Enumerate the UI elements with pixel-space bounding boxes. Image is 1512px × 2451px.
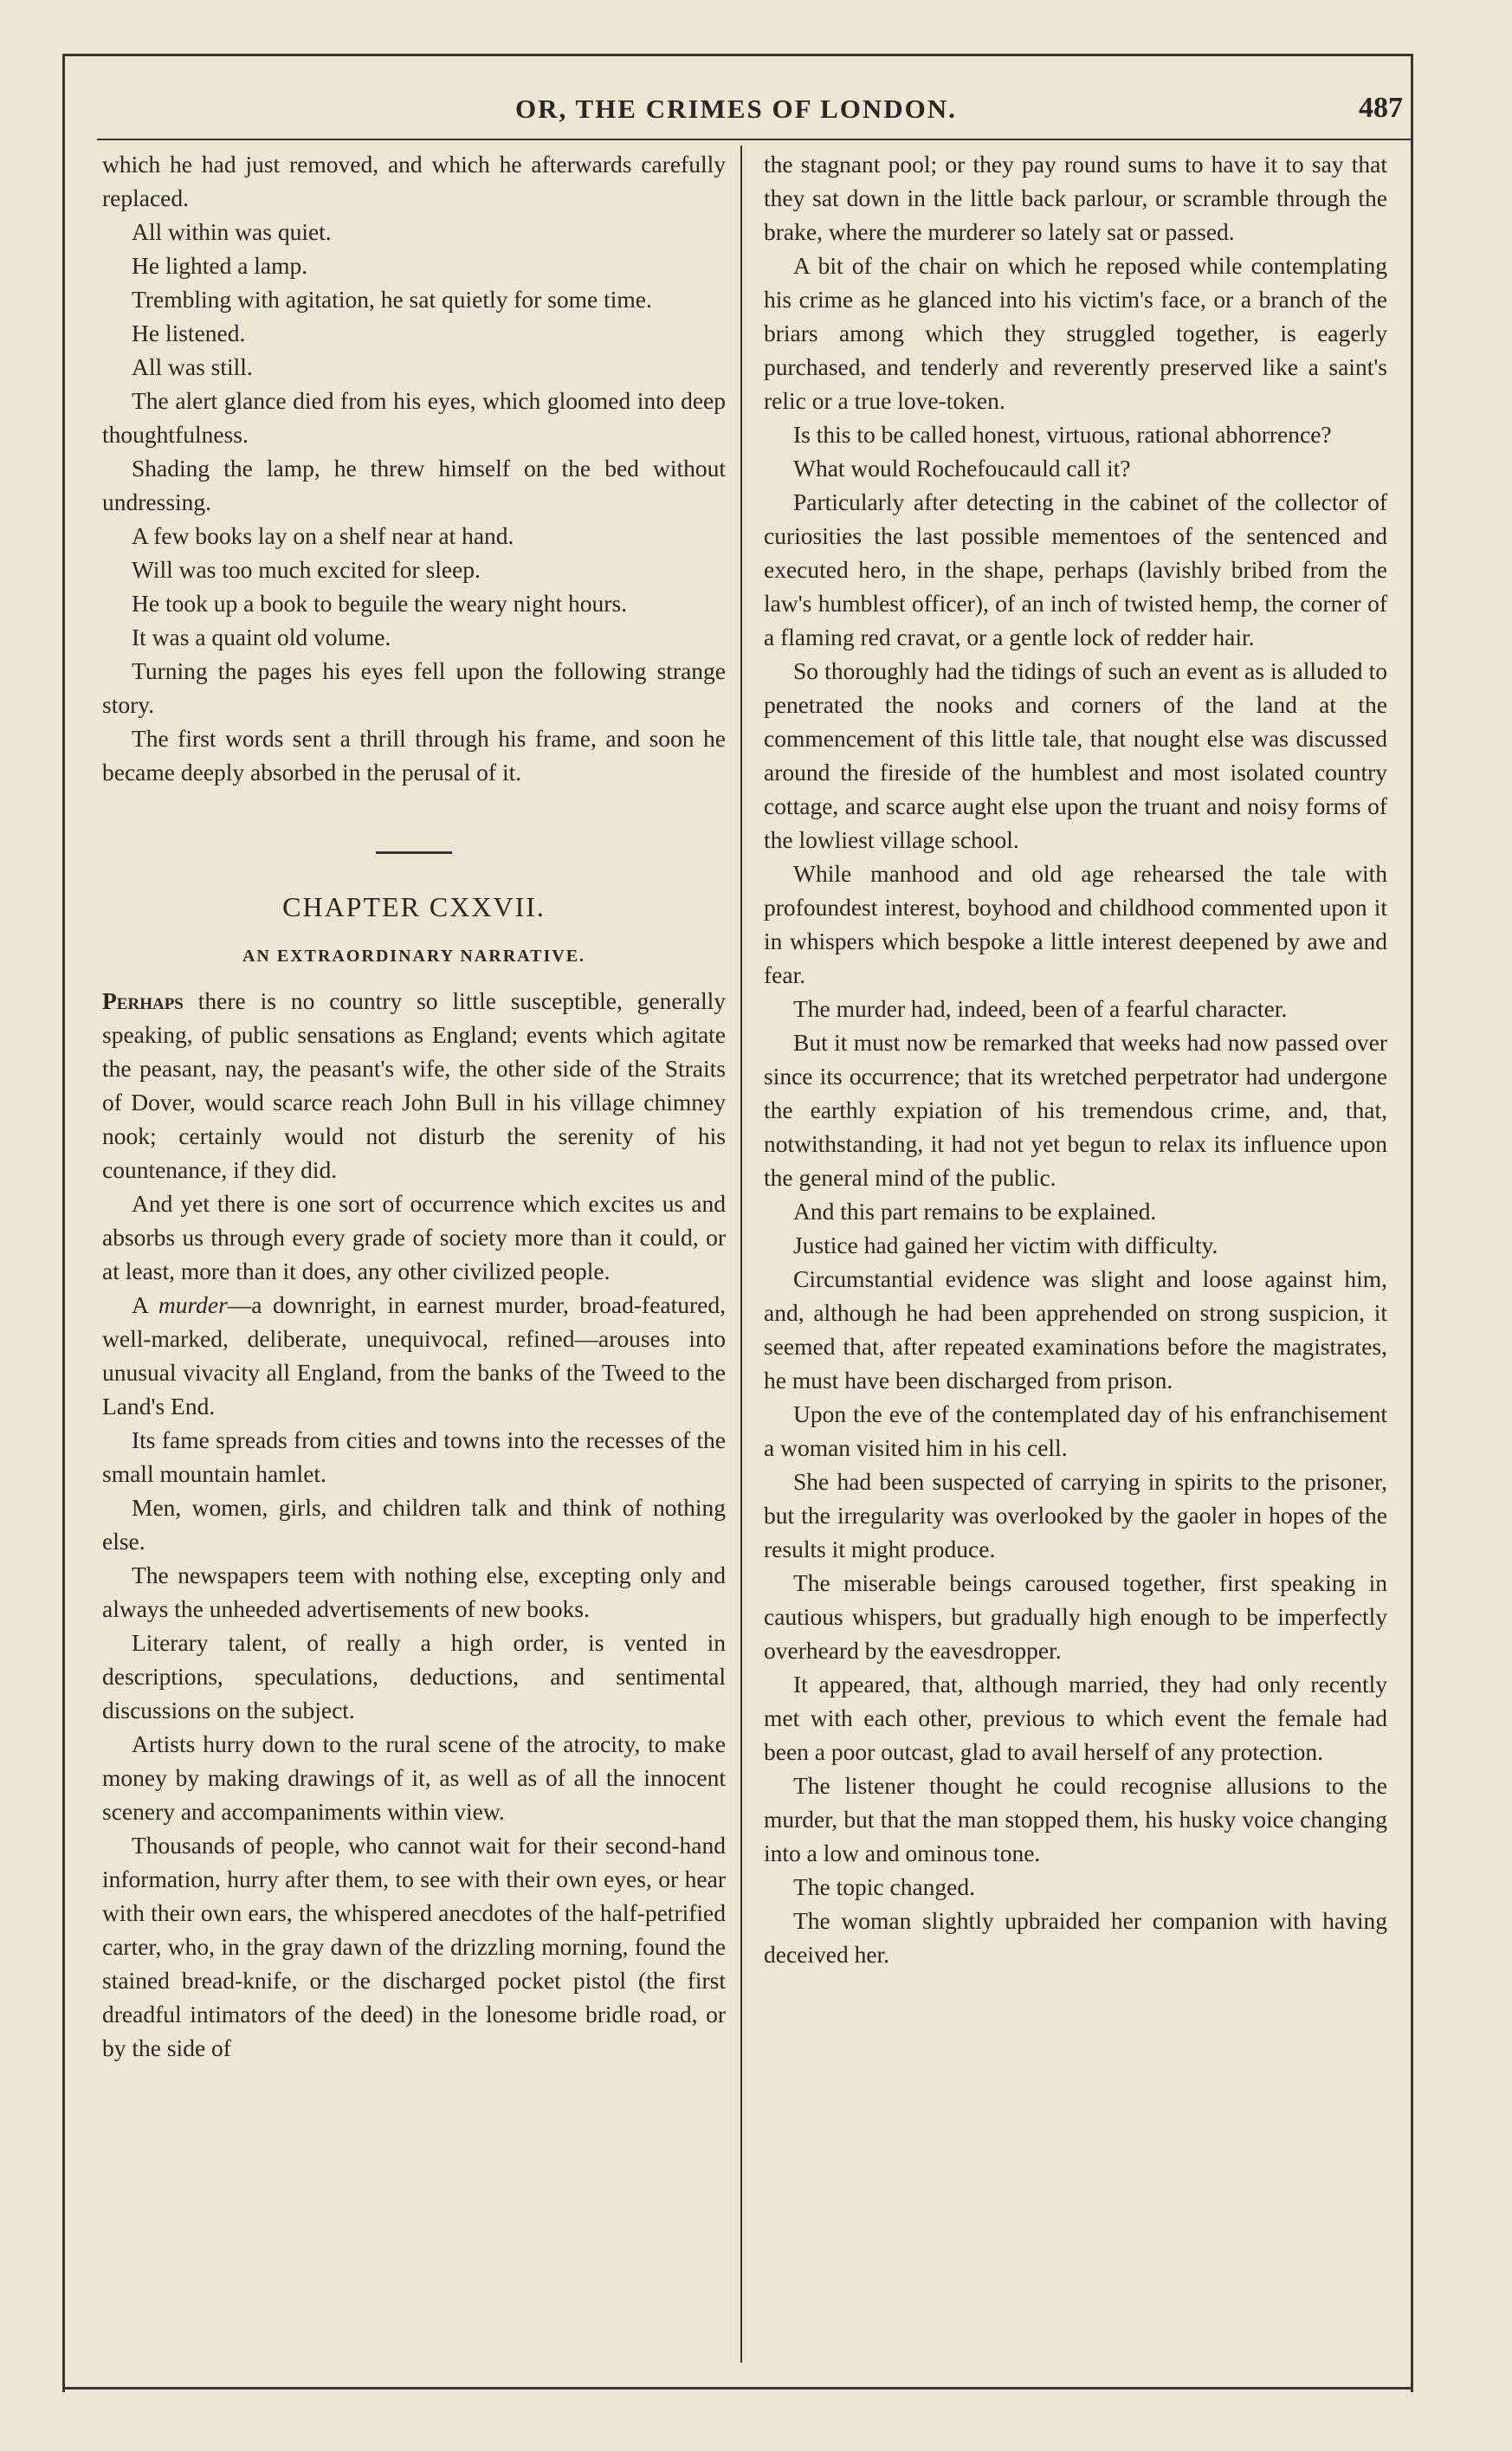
paragraph: The listener thought he could recognise allusions to the murder, but that the man stopped them, his husky voice changing into a low and ominous tone. (764, 1772, 1387, 1866)
paragraph: Particularly after detecting in the cabinet of the collector of curiosities the last possible mementoes of the sentenced and executed hero, in the shape, perhaps (lavishly bribed from the law's humblest officer), of an inch of twisted hemp, the corner of a flaming red cravat, or a gentle lock of redder hair. (764, 488, 1387, 650)
paragraph: Literary talent, of really a high order, is vented in descriptions, speculations, deductions, and sentimental discussions on the subject. (102, 1629, 726, 1723)
paragraph: Justice had gained her victim with difficulty. (793, 1232, 1218, 1258)
paragraph: The topic changed. (793, 1873, 975, 1900)
paragraph: Circumstantial evidence was slight and loose against him, and, although he had been apprehended on strong suspicion, it seemed that, after repeated examinations before the magistrates, he must have been discharged from prison. (764, 1265, 1387, 1394)
paragraph: Shading the lamp, he threw himself on the bed without undressing. (102, 455, 726, 515)
page-number: 487 (1359, 92, 1403, 124)
lead-text: there is no country so little susceptible, generally speaking, of public sensations as England; events which agitate the peasant, nay, the peasant's wife, the other side of the Straits of Dover, would scarce reach John Bull in his village chimney nook; certainly would not disturb the serenity of his countenance, if they did. (102, 987, 726, 1183)
paragraph: The first words sent a thrill through his frame, and soon he became deeply absorbed in the perusal of it. (102, 725, 726, 786)
page-header (69, 90, 1403, 139)
frame-left-rule (62, 54, 65, 2392)
paragraph: But it must now be remarked that weeks had now passed over since its occurrence; that its wretched perpetrator had undergone the earthly expiation of his tremendous crime, and, that, notwithstanding, it had not yet begun to relax its influence upon the general mind of the public. (764, 1029, 1387, 1191)
paragraph: He lighted a lamp. (132, 252, 308, 279)
paragraph: The murder had, indeed, been of a fearful character. (793, 995, 1288, 1022)
paragraph: And yet there is one sort of occurrence which excites us and absorbs us through every grade of society more than it could, or at least, more than it does, any other civilized people. (102, 1190, 726, 1284)
murder-word: murder (158, 1291, 228, 1318)
murder-paragraph (102, 1288, 726, 1423)
section-divider (376, 851, 452, 854)
paragraph: It was a quaint old volume. (132, 624, 391, 650)
paragraph: the stagnant pool; or they pay round sums to have it to say that they sat down in the little back parlour, or scramble through the brake, where the murderer so lately sat or passed. (764, 151, 1387, 245)
paragraph: It appeared, that, although married, they had only recently met with each other, previous to which event the female had been a poor outcast, glad to avail herself of any protection. (764, 1671, 1387, 1765)
paragraph: which he had just removed, and which he afterwards carefully replaced. (102, 151, 726, 211)
paragraph: Men, women, girls, and children talk and think of nothing else. (102, 1494, 726, 1555)
paragraph: Its fame spreads from cities and towns into the recesses of the small mountain hamlet. (102, 1426, 726, 1487)
paragraph: A bit of the chair on which he reposed while contemplating his crime as he glanced into his victim's face, or a branch of the briars among which they struggled together, is eagerly purchased, and tenderly and reverently preserved like a saint's relic or a true love-token. (764, 252, 1387, 414)
running-title: OR, THE CRIMES OF LONDON. (515, 94, 957, 124)
paragraph: The alert glance died from his eyes, which gloomed into deep thoughtfulness. (102, 387, 726, 448)
murder-article: A (132, 1291, 158, 1318)
paragraph: A few books lay on a shelf near at hand. (132, 522, 514, 549)
paragraph: All within was quiet. (132, 218, 332, 245)
paragraph: She had been suspected of carrying in spirits to the prisoner, but the irregularity was overlooked by the gaoler in hopes of the results it might produce. (764, 1468, 1387, 1562)
opening-paragraph (102, 984, 726, 1187)
paragraph: The woman slightly upbraided her companion with having deceived her. (764, 1907, 1387, 1968)
paragraph: Trembling with agitation, he sat quietly for some time. (132, 286, 652, 313)
paragraph: All was still. (132, 353, 253, 380)
paragraph: Turning the pages his eyes fell upon the following strange story. (102, 657, 726, 718)
paragraph: He listened. (132, 320, 246, 346)
paragraph: And this part remains to be explained. (793, 1198, 1157, 1225)
paragraph: Upon the eve of the contemplated day of his enfranchisement a woman visited him in his cell. (764, 1400, 1387, 1461)
paragraph: Artists hurry down to the rural scene of the atrocity, to make money by making drawings of it, as well as of all the innocent scenery and accompaniments within view. (102, 1730, 726, 1825)
paragraph: Thousands of people, who cannot wait for their second-hand information, hurry after them, to see with their own eyes, or hear with their own ears, the whispered anecdotes of the half-petrified carter, who, in the gray dawn of the drizzling morning, found the stained bread-knife, or the discharged pocket pistol (the first dreadful intimators of the deed) in the lonesome bridle road, or by the side of (102, 1832, 726, 2061)
left-column (102, 147, 726, 2065)
chapter-subtitle: AN EXTRAORDINARY NARRATIVE. (242, 947, 586, 966)
frame-top-rule (62, 54, 1413, 56)
header-underline (97, 139, 1413, 140)
paragraph: The newspapers teem with nothing else, excepting only and always the unheeded advertisements of new books. (102, 1562, 726, 1622)
paragraph: Is this to be called honest, virtuous, rational abhorrence? (793, 421, 1332, 448)
murder-text: —a downright, in earnest murder, broad-featured, well-marked, deliberate, unequivocal, refined—arouses into unusual vivacity all England, from the banks of the Tweed to the Land's End. (102, 1291, 726, 1420)
frame-bottom-rule (62, 2387, 1413, 2390)
chapter-title: CHAPTER CXXVII. (282, 891, 546, 922)
column-divider (740, 146, 742, 2363)
paragraph: What would Rochefoucauld call it? (793, 455, 1131, 482)
frame-right-rule (1411, 54, 1413, 2392)
paragraph: So thoroughly had the tidings of such an event as is alluded to penetrated the nooks and corners of the land at the commencement of this little tale, that nought else was discussed around the fireside of the humblest and most isolated country cottage, and scarce aught else upon the truant and noisy forms of the lowliest village school. (764, 657, 1387, 853)
lead-word: Perhaps (102, 987, 184, 1014)
paragraph: While manhood and old age rehearsed the tale with profoundest interest, boyhood and childhood commented upon it in whispers which bespoke a little interest deepened by awe and fear. (764, 860, 1387, 988)
paragraph: The miserable beings caroused together, first speaking in cautious whispers, but gradually high enough to be imperfectly overheard by the eavesdropper. (764, 1569, 1387, 1664)
paragraph: Will was too much excited for sleep. (132, 556, 481, 583)
right-column (764, 147, 1387, 1971)
paragraph: He took up a book to beguile the weary night hours. (132, 590, 628, 617)
